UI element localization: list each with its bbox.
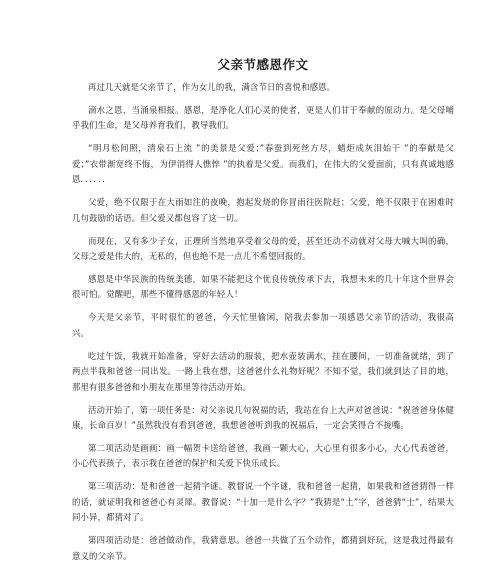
paragraph-3: “明月松间照，清泉石上流 ”的美景是父爱；”春蚕到死丝方尽，蜡炬成灰泪始干 ”的奉献是父爱；”衣带渐宽终不悔，为伊消得人憔悴 ”的执着是父爱。而我们，在伟大的父爱面前，只有真诚地感恩．．．．．．: [72, 143, 454, 185]
paragraph-6: 感恩是中华民族的传统美德，如果不能把这个优良传统传承下去，我想未来的几十年这个世界会很可怕。觉醒吧，那些不懂得感恩的年轻人！: [72, 274, 454, 300]
paragraph-10: 第二项活动是画画：画一幅贺卡送给爸爸，我画一颗大心，大心里有很多小心，大心代表爸爸，小心代表孩子，表示我在爸爸的保护和关爱下快乐成长。: [72, 443, 454, 469]
document-title: 父亲节感恩作文: [217, 57, 309, 72]
paragraph-8: 吃过午饭，我就开始准备，穿好去活动的服装，把水壶装满水，挂在腰间，一切准备就绪，到了两点半我和爸爸一同出发。一路上我在想，这爸爸什么礼物好呢？不知不觉，我们就到达了目的地，那里有很多爸爸和小朋友在那里等待活动开始。: [72, 350, 454, 392]
paragraph-5: 而现在，又有多少子女，正理所当然地享受着父母的爱，甚至还动不动就对父母大喊大叫的确，父母之爱是伟大的，无私的，但也绝不是一点儿不希望回报的。: [72, 235, 454, 262]
paragraph-2: 滴水之恩，当涌泉相报。感恩，是净化人们心灵的使者，更是人们甘于奉献的原动力。是父母哺乎我们生命，是父母养育我们，教导我们。: [72, 105, 454, 131]
document-body: [72, 80, 454, 564]
paragraph-9: 活动开始了，第一项任务是：对父亲说几句祝福的话，我站在台上大声对爸爸说：“祝爸爸身体健康，长命百岁！”虽然我没有看到爸爸，我想爸爸听到我的祝福后，一定会笑得合不拢嘴。: [72, 404, 454, 431]
paragraph-4: 父爱，绝不仅限于在大雨如注的夜晚，抱起发烧的你冒雨往医院赶；父爱，绝不仅限于在困难时几句鼓励的话语。但父爱又都包容了这一切。: [72, 197, 454, 223]
paragraph-7: 今天是父亲节，平时很忙的爸爸，今天忙里偷闲，陪我去参加一项感恩父亲节的活动，我很高兴。: [72, 312, 454, 338]
paragraph-11: 第三项活动：是和爸爸一起猜字谜。教督说一个字谜，我和爸爸一起猜，如果我和爸爸猜得一样的话，就证明我和爸爸心有灵犀。教督说：“十加一是什么字？”我猜是“土”字，爸爸猜“士”，结果大同小异，都猜对了。: [72, 481, 454, 523]
paragraph-12: 第四项活动是：爸爸做动作，我猜意思。爸爸一共做了五个动作，都猜到好玩，这是我过得最有意义的父亲节。: [72, 535, 454, 561]
paragraph-1: 再过几天就是父亲节了，作为女儿的我，满含节日的喜悦和感恩。: [87, 82, 336, 92]
